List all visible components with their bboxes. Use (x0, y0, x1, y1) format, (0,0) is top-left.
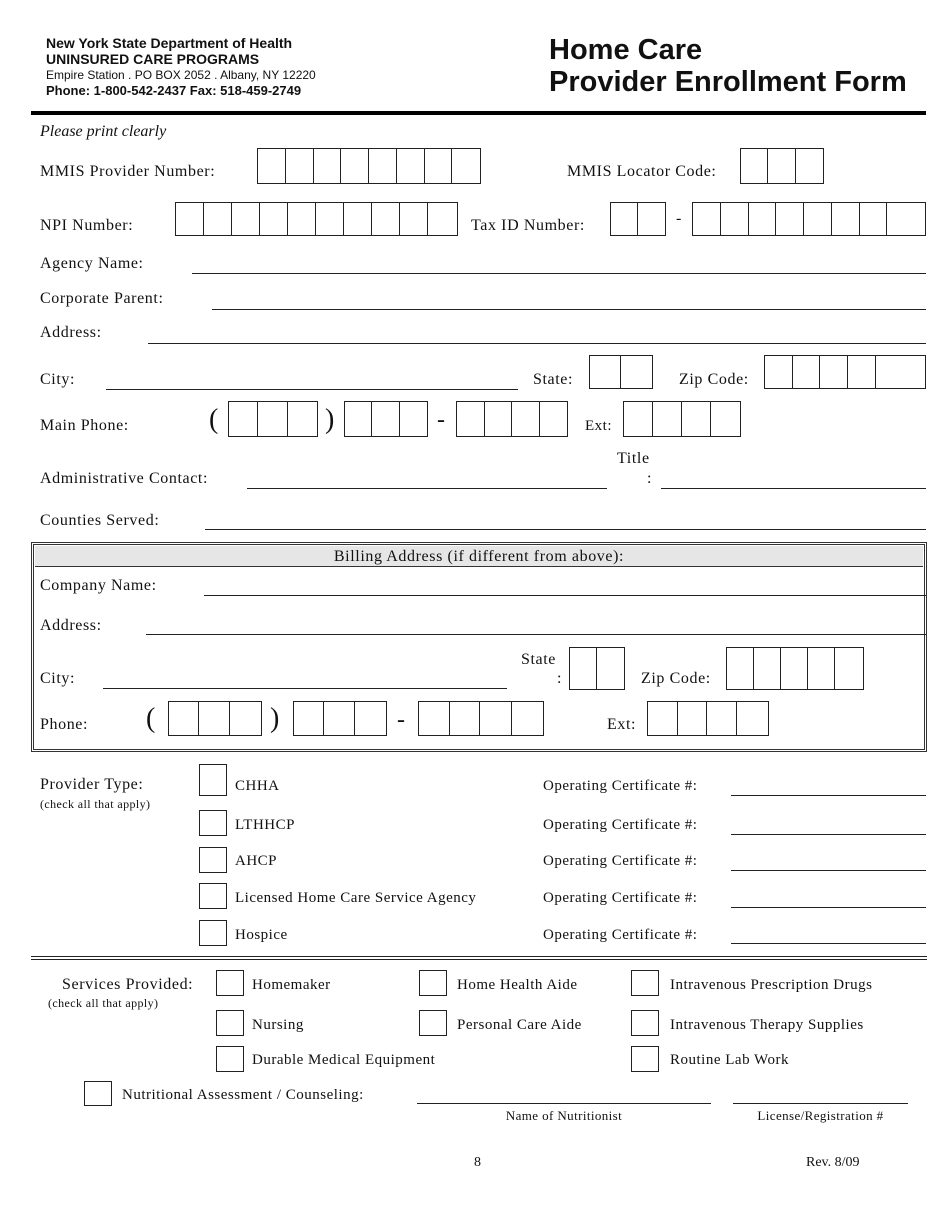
service-personal-care-aide-label: Personal Care Aide (457, 1017, 582, 1033)
provider-type-lhcsa-label: Licensed Home Care Service Agency (235, 890, 477, 906)
page-number: 8 (474, 1155, 481, 1170)
dept-phone: Phone: 1-800-542-2437 Fax: 518-459-2749 (46, 83, 302, 98)
provider-type-chha-checkbox[interactable] (199, 764, 227, 796)
service-nutrition-label: Nutritional Assessment / Counseling: (122, 1087, 364, 1103)
dept-name: New York State Department of Health (46, 35, 293, 51)
form-title (549, 34, 907, 98)
tax-id-prefix-input[interactable] (610, 202, 666, 236)
main-phone-label: Main Phone: (40, 417, 129, 434)
agency-name-input[interactable] (192, 273, 926, 274)
counties-label: Counties Served: (40, 512, 160, 529)
cert-ahcp-label: Operating Certificate #: (543, 853, 698, 869)
billing-phone-number-input[interactable] (418, 701, 544, 736)
cert-lhcsa-input[interactable] (731, 907, 926, 908)
billing-zip-label: Zip Code: (641, 670, 711, 687)
service-personal-care-aide-checkbox[interactable] (419, 1010, 447, 1036)
revision: Rev. 8/09 (806, 1155, 860, 1170)
cert-hospice-input[interactable] (731, 943, 926, 944)
print-clearly: Please print clearly (40, 123, 167, 140)
service-homemaker-label: Homemaker (252, 977, 331, 993)
service-home-health-aide-checkbox[interactable] (419, 970, 447, 996)
provider-type-lthhcp-checkbox[interactable] (199, 810, 227, 836)
state-input[interactable] (589, 355, 653, 389)
mmis-provider-input[interactable] (257, 148, 481, 184)
city-label: City: (40, 371, 76, 388)
billing-city-input[interactable] (103, 688, 507, 689)
service-nursing-label: Nursing (252, 1017, 304, 1033)
tax-id-suffix-input[interactable] (692, 202, 926, 236)
service-home-health-aide-label: Home Health Aide (457, 977, 578, 993)
services-label: Services Provided: (62, 976, 194, 993)
title-label: Title (617, 450, 650, 467)
main-phone-ext-label: Ext: (585, 418, 612, 434)
billing-state-colon: : (557, 670, 563, 687)
billing-phone-label: Phone: (40, 716, 89, 733)
service-iv-supplies-label: Intravenous Therapy Supplies (670, 1017, 864, 1033)
service-iv-supplies-checkbox[interactable] (631, 1010, 659, 1036)
main-phone-open-paren: ( (209, 404, 219, 435)
corporate-parent-label: Corporate Parent: (40, 290, 164, 307)
cert-chha-label: Operating Certificate #: (543, 778, 698, 794)
admin-contact-label: Administrative Contact: (40, 470, 208, 487)
agency-name-label: Agency Name: (40, 255, 144, 272)
npi-input[interactable] (175, 202, 458, 236)
address-input[interactable] (148, 343, 926, 344)
main-phone-area-input[interactable] (228, 401, 318, 437)
billing-company-input[interactable] (204, 595, 926, 596)
license-caption: License/Registration # (757, 1108, 884, 1123)
dept-address: Empire Station . PO BOX 2052 . Albany, NY 12220 (46, 68, 316, 82)
billing-header: Billing Address (if different from above): (333, 548, 625, 565)
cert-chha-input[interactable] (731, 795, 926, 796)
form-title-line2: Provider Enrollment Form (549, 66, 907, 98)
main-phone-ext-input[interactable] (623, 401, 741, 437)
billing-city-label: City: (40, 670, 76, 687)
provider-type-hospice-label: Hospice (235, 927, 288, 943)
license-input[interactable] (733, 1103, 908, 1104)
service-iv-drugs-checkbox[interactable] (631, 970, 659, 996)
billing-address-label: Address: (40, 617, 102, 634)
billing-phone-exchange-input[interactable] (293, 701, 387, 736)
counties-input[interactable] (205, 529, 926, 530)
corporate-parent-input[interactable] (212, 309, 926, 310)
billing-state-input[interactable] (569, 647, 625, 690)
cert-ahcp-input[interactable] (731, 870, 926, 871)
nutritionist-name-caption: Name of Nutritionist (505, 1108, 623, 1123)
cert-hospice-label: Operating Certificate #: (543, 927, 698, 943)
billing-zip-input[interactable] (726, 647, 864, 690)
mmis-locator-label: MMIS Locator Code: (567, 163, 717, 180)
main-phone-close-paren: ) (325, 404, 335, 435)
billing-phone-area-input[interactable] (168, 701, 262, 736)
service-dme-checkbox[interactable] (216, 1046, 244, 1072)
cert-lhcsa-label: Operating Certificate #: (543, 890, 698, 906)
billing-phone-close-paren: ) (270, 703, 280, 734)
provider-type-label: Provider Type: (40, 776, 144, 793)
main-phone-dash: - (437, 407, 445, 433)
billing-address-input[interactable] (146, 634, 926, 635)
service-lab-label: Routine Lab Work (670, 1052, 789, 1068)
section-divider (31, 956, 927, 960)
zip-input[interactable] (764, 355, 926, 389)
billing-ext-label: Ext: (607, 716, 637, 733)
admin-contact-input[interactable] (247, 488, 607, 489)
form-title-line1: Home Care (549, 34, 703, 66)
service-nutrition-checkbox[interactable] (84, 1081, 112, 1106)
billing-company-label: Company Name: (40, 577, 157, 594)
title-colon: : (647, 470, 653, 487)
mmis-locator-input[interactable] (740, 148, 824, 184)
provider-type-note: (check all that apply) (40, 797, 151, 811)
main-phone-number-input[interactable] (456, 401, 568, 437)
billing-phone-open-paren: ( (146, 703, 156, 734)
provider-type-hospice-checkbox[interactable] (199, 920, 227, 946)
service-lab-checkbox[interactable] (631, 1046, 659, 1072)
billing-ext-input[interactable] (647, 701, 769, 736)
main-phone-exchange-input[interactable] (344, 401, 428, 437)
cert-lthhcp-input[interactable] (731, 834, 926, 835)
provider-type-chha-label: CHHA (235, 778, 280, 794)
service-iv-drugs-label: Intravenous Prescription Drugs (670, 977, 873, 993)
npi-label: NPI Number: (40, 217, 134, 234)
city-input[interactable] (106, 389, 518, 390)
provider-type-ahcp-checkbox[interactable] (199, 847, 227, 873)
service-homemaker-checkbox[interactable] (216, 970, 244, 996)
title-input[interactable] (661, 488, 926, 489)
provider-type-lhcsa-checkbox[interactable] (199, 883, 227, 909)
state-label: State: (533, 371, 574, 388)
zip-label: Zip Code: (679, 371, 749, 388)
address-label: Address: (40, 324, 102, 341)
agency-header (46, 35, 316, 99)
mmis-provider-label: MMIS Provider Number: (40, 163, 216, 180)
provider-type-ahcp-label: AHCP (235, 853, 278, 869)
tax-id-label: Tax ID Number: (471, 217, 585, 234)
billing-state-label: State (521, 651, 556, 668)
program-name: UNINSURED CARE PROGRAMS (46, 51, 260, 67)
header-rule (31, 111, 926, 115)
nutritionist-name-input[interactable] (417, 1103, 711, 1104)
cert-lthhcp-label: Operating Certificate #: (543, 817, 698, 833)
provider-type-lthhcp-label: LTHHCP (235, 817, 295, 833)
tax-id-dash: - (676, 210, 682, 227)
service-dme-label: Durable Medical Equipment (252, 1052, 436, 1068)
services-note: (check all that apply) (48, 996, 159, 1010)
billing-phone-dash: - (397, 707, 405, 733)
service-nursing-checkbox[interactable] (216, 1010, 244, 1036)
